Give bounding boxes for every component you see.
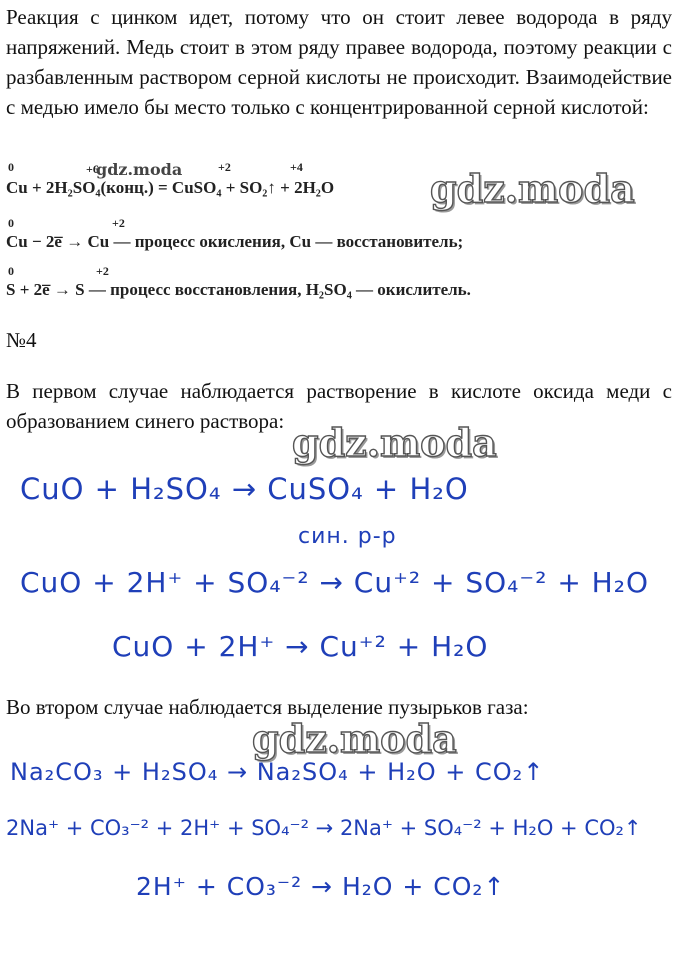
intro-paragraph: Реакция с цинком идет, потому что он стоит левее водорода в ряду напряжений. Медь стоит в этом ряду правее водорода, поэтому реакции с разбавленным раствором серной кислоты не происходит. Взаимодействие с медью имело бы место только с концентрированной серной кислотой: xyxy=(6,5,672,119)
watermark-large-1: gdz.moda xyxy=(430,166,635,211)
ox-state-cu0: 0 xyxy=(8,160,14,174)
watermark-small: gdz.moda xyxy=(96,160,183,179)
section-number: №4 xyxy=(6,328,37,352)
watermark-large-2: gdz.moda xyxy=(292,420,497,465)
printed-equation-3: S + 2e̅ → S — процесс восстановления, H₂SO₄ — окислитель. xyxy=(6,280,471,299)
ox-state-eq3-2: +2 xyxy=(96,264,109,278)
watermark-large-3: gdz.moda xyxy=(252,716,457,761)
ox-state-s6: +6 xyxy=(86,162,99,176)
ox-state-eq2-0: 0 xyxy=(8,216,14,230)
handwritten-eq-1-2: CuO + 2H⁺ + SO₄⁻² → Cu⁺² + SO₄⁻² + H₂O xyxy=(20,566,649,599)
printed-equation-1: Cu + 2H₂SO₄(конц.) = CuSO₄ + SO₂↑ + 2H₂O xyxy=(6,178,335,197)
handwritten-eq-2-1: Na₂CO₃ + H₂SO₄ → Na₂SO₄ + H₂O + CO₂↑ xyxy=(10,758,545,786)
first-case-text: В первом случае наблюдается растворение в кислоте оксида меди с образованием синего раствора: xyxy=(6,379,672,433)
handwritten-eq-2-2: 2Na⁺ + CO₃⁻² + 2H⁺ + SO₄⁻² → 2Na⁺ + SO₄⁻² + H₂O + CO₂↑ xyxy=(6,816,642,840)
handwritten-eq-1-1: CuO + H₂SO₄ → CuSO₄ + H₂O xyxy=(20,472,469,506)
ox-state-cu2: +2 xyxy=(218,160,231,174)
second-case-text: Во втором случае наблюдается выделение пузырьков газа: xyxy=(6,695,529,719)
ox-state-eq3-0: 0 xyxy=(8,264,14,278)
handwritten-eq-1-3: CuO + 2H⁺ → Cu⁺² + H₂O xyxy=(112,630,489,663)
handwritten-note-blue-solution: син. р-р xyxy=(298,524,397,549)
ox-state-eq2-2: +2 xyxy=(112,216,125,230)
printed-equation-2: Cu − 2e̅ → Cu — процесс окисления, Cu — восстановитель; xyxy=(6,232,464,251)
ox-state-s4: +4 xyxy=(290,160,303,174)
handwritten-eq-2-3: 2H⁺ + CO₃⁻² → H₂O + CO₂↑ xyxy=(136,872,506,901)
